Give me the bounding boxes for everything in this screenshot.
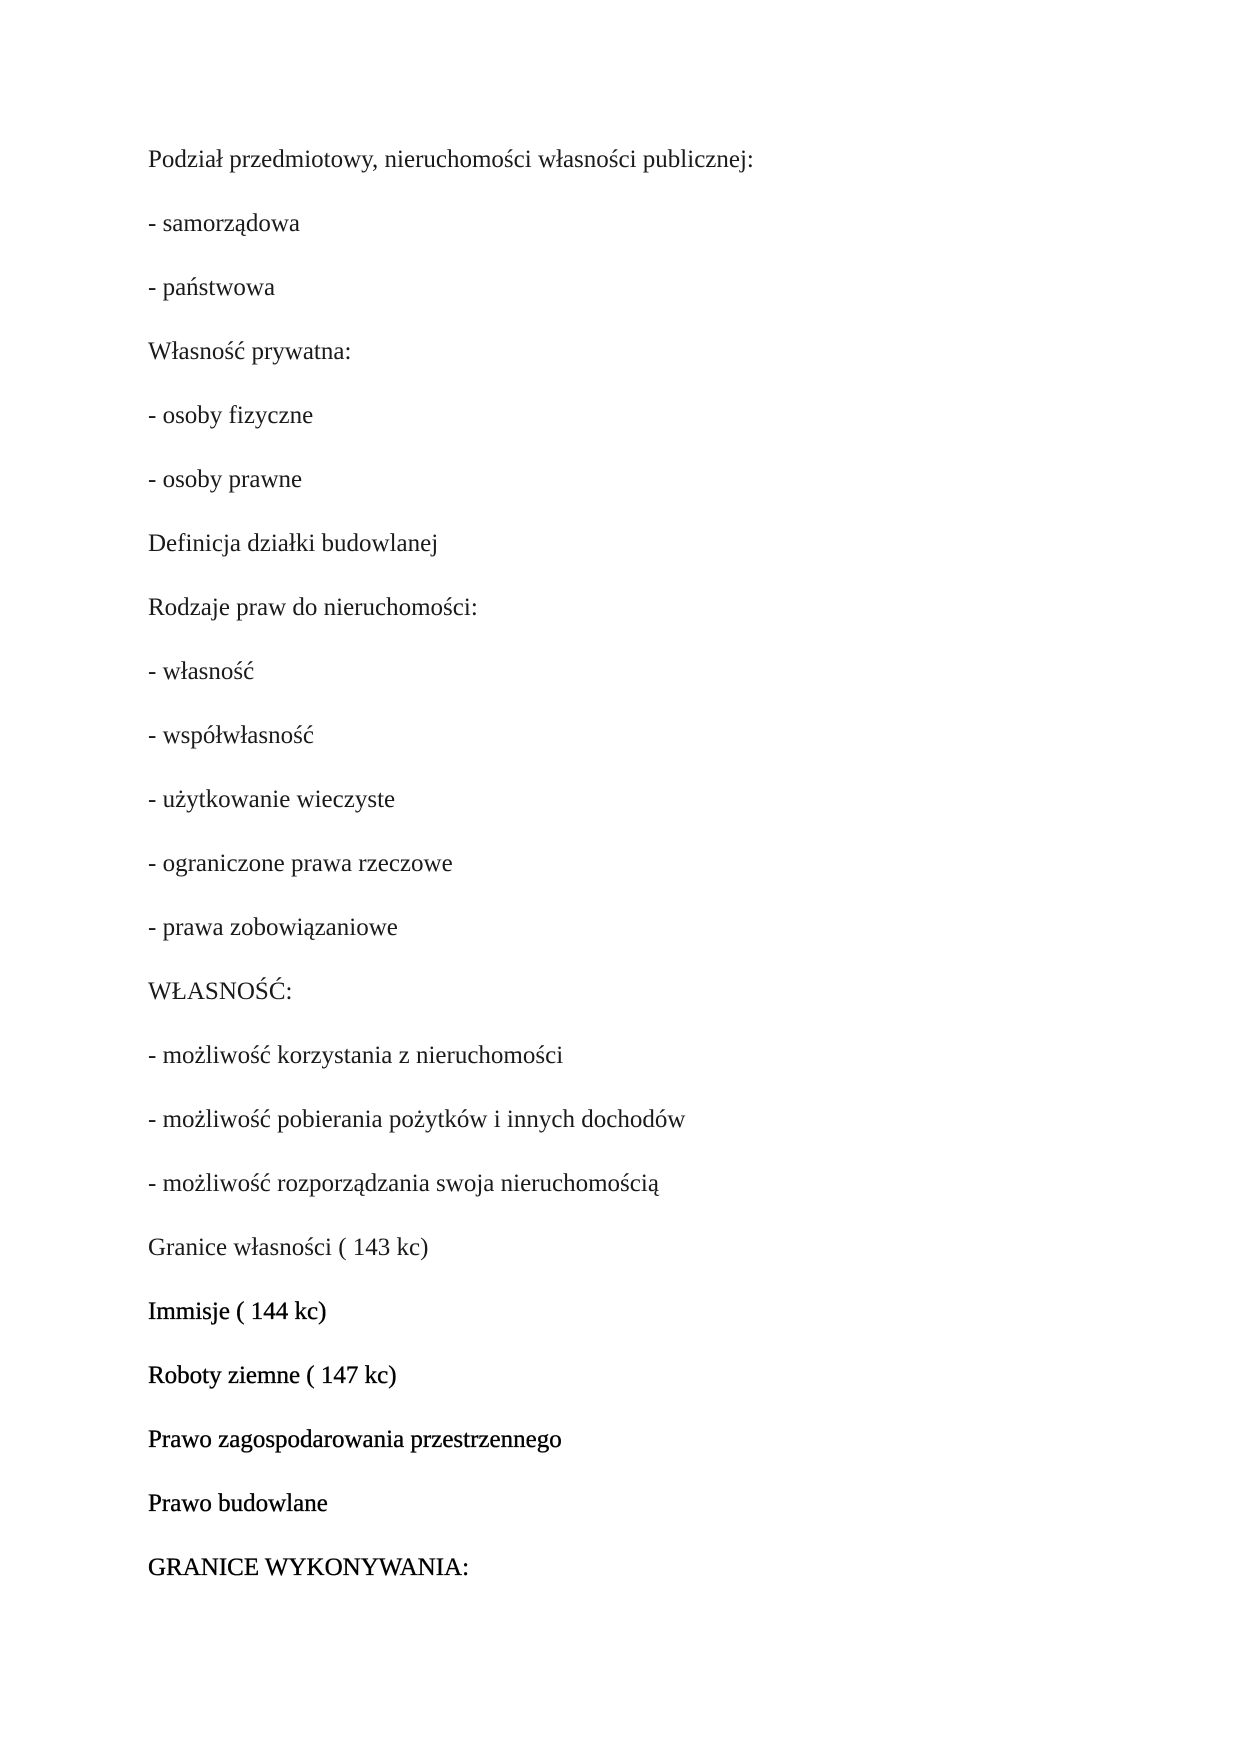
document-body [148,144,1148,1616]
text-line: Immisje ( 144 kc) [148,1298,327,1325]
list-item: - możliwość rozporządzania swoja nieruchomością [148,1170,659,1197]
text-line: Prawo zagospodarowania przestrzennego [148,1426,562,1453]
text-line: Podział przedmiotowy, nieruchomości własności publicznej: [148,146,754,173]
list-item: - osoby prawne [148,466,303,493]
text-line: Rodzaje praw do nieruchomości: [148,594,478,621]
text-line: Definicja działki budowlanej [148,530,439,557]
list-item: - państwowa [148,274,276,301]
text-line: Granice własności ( 143 kc) [148,1234,429,1261]
list-item: - możliwość pobierania pożytków i innych dochodów [148,1106,686,1133]
list-item: - współwłasność [148,722,314,749]
list-item: - możliwość korzystania z nieruchomości [148,1042,564,1069]
list-item: - samorządowa [148,210,301,237]
list-item: - ograniczone prawa rzeczowe [148,850,453,877]
text-line: Roboty ziemne ( 147 kc) [148,1362,397,1389]
list-item: - osoby fizyczne [148,402,314,429]
section-heading: WŁASNOŚĆ: [148,978,293,1005]
list-item: - prawa zobowiązaniowe [148,914,398,941]
section-heading: GRANICE WYKONYWANIA: [148,1554,470,1581]
list-item: - użytkowanie wieczyste [148,786,396,813]
text-line: Prawo budowlane [148,1490,328,1517]
list-item: - własność [148,658,255,685]
text-line: Własność prywatna: [148,338,352,365]
